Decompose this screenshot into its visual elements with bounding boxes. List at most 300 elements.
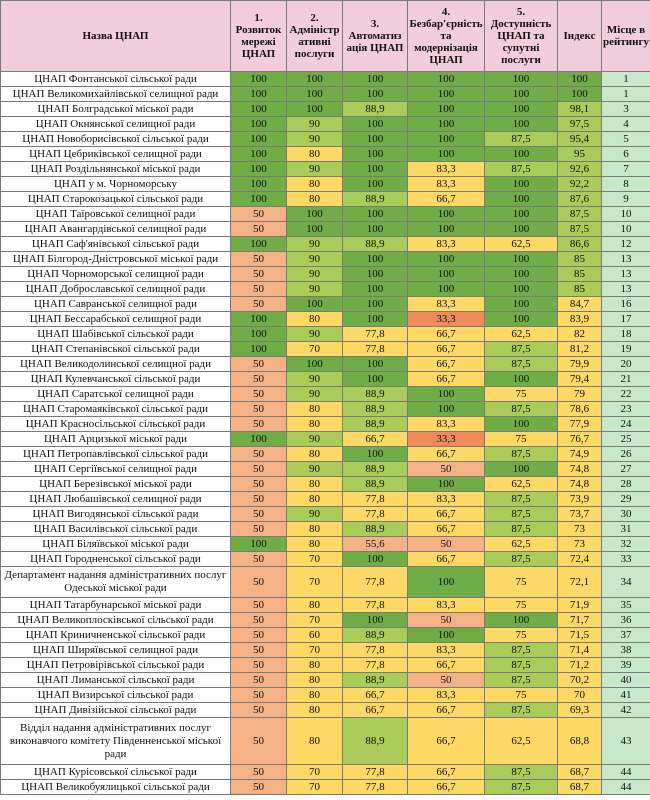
accessibility-cell: 100 bbox=[408, 117, 485, 132]
automation-cell: 66,7 bbox=[343, 688, 408, 703]
cnap-name-cell: ЦНАП Любашівської селищної ради bbox=[1, 492, 231, 507]
admin-services-cell: 100 bbox=[287, 357, 343, 372]
rank-cell: 19 bbox=[602, 342, 650, 357]
cnap-name-cell: Департамент надання адміністративних послуг Одеської міської ради bbox=[1, 567, 231, 598]
table-row bbox=[1, 237, 650, 252]
header-rank: Місце в рейтингу bbox=[602, 1, 650, 72]
index-cell: 79 bbox=[558, 387, 602, 402]
rank-cell: 4 bbox=[602, 117, 650, 132]
index-cell: 100 bbox=[558, 87, 602, 102]
rank-cell: 13 bbox=[602, 252, 650, 267]
cnap-name-cell: ЦНАП Біляївської міської ради bbox=[1, 537, 231, 552]
index-cell: 84,7 bbox=[558, 297, 602, 312]
network-development-cell: 100 bbox=[231, 177, 287, 192]
rank-cell: 31 bbox=[602, 522, 650, 537]
admin-services-cell: 70 bbox=[287, 567, 343, 598]
availability-cell: 100 bbox=[485, 102, 558, 117]
index-cell: 68,7 bbox=[558, 780, 602, 795]
header-availability-services: 5. Доступність ЦНАП та супутні послуги bbox=[485, 1, 558, 72]
index-cell: 92,6 bbox=[558, 162, 602, 177]
cnap-name-cell: ЦНАП Петровірівської сільської ради bbox=[1, 658, 231, 673]
automation-cell: 88,9 bbox=[343, 477, 408, 492]
network-development-cell: 50 bbox=[231, 462, 287, 477]
network-development-cell: 100 bbox=[231, 117, 287, 132]
admin-services-cell: 80 bbox=[287, 718, 343, 765]
table-row bbox=[1, 312, 650, 327]
accessibility-cell: 83,3 bbox=[408, 598, 485, 613]
availability-cell: 100 bbox=[485, 613, 558, 628]
index-cell: 74,9 bbox=[558, 447, 602, 462]
admin-services-cell: 80 bbox=[287, 402, 343, 417]
index-cell: 92,2 bbox=[558, 177, 602, 192]
accessibility-cell: 66,7 bbox=[408, 703, 485, 718]
network-development-cell: 50 bbox=[231, 552, 287, 567]
rank-cell: 33 bbox=[602, 552, 650, 567]
accessibility-cell: 66,7 bbox=[408, 327, 485, 342]
admin-services-cell: 80 bbox=[287, 658, 343, 673]
table-row bbox=[1, 327, 650, 342]
automation-cell: 88,9 bbox=[343, 237, 408, 252]
cnap-name-cell: ЦНАП Березівської міської ради bbox=[1, 477, 231, 492]
accessibility-cell: 50 bbox=[408, 613, 485, 628]
index-cell: 87,5 bbox=[558, 222, 602, 237]
network-development-cell: 50 bbox=[231, 658, 287, 673]
table-row bbox=[1, 522, 650, 537]
admin-services-cell: 90 bbox=[287, 237, 343, 252]
table-row bbox=[1, 567, 650, 598]
automation-cell: 77,8 bbox=[343, 598, 408, 613]
availability-cell: 100 bbox=[485, 192, 558, 207]
accessibility-cell: 100 bbox=[408, 282, 485, 297]
cnap-name-cell: ЦНАП Таїровської селищної ради bbox=[1, 207, 231, 222]
admin-services-cell: 100 bbox=[287, 297, 343, 312]
admin-services-cell: 80 bbox=[287, 177, 343, 192]
automation-cell: 100 bbox=[343, 552, 408, 567]
index-cell: 68,7 bbox=[558, 765, 602, 780]
admin-services-cell: 80 bbox=[287, 447, 343, 462]
availability-cell: 87,5 bbox=[485, 703, 558, 718]
table-row bbox=[1, 87, 650, 102]
rank-cell: 41 bbox=[602, 688, 650, 703]
admin-services-cell: 80 bbox=[287, 477, 343, 492]
admin-services-cell: 90 bbox=[287, 252, 343, 267]
network-development-cell: 100 bbox=[231, 87, 287, 102]
accessibility-cell: 66,7 bbox=[408, 552, 485, 567]
accessibility-cell: 83,3 bbox=[408, 162, 485, 177]
rank-cell: 23 bbox=[602, 402, 650, 417]
cnap-name-cell: ЦНАП Татарбунарської міської ради bbox=[1, 598, 231, 613]
table-row bbox=[1, 372, 650, 387]
rank-cell: 44 bbox=[602, 780, 650, 795]
network-development-cell: 100 bbox=[231, 327, 287, 342]
rank-cell: 38 bbox=[602, 643, 650, 658]
rank-cell: 1 bbox=[602, 72, 650, 87]
network-development-cell: 100 bbox=[231, 162, 287, 177]
cnap-name-cell: ЦНАП Болградської міської ради bbox=[1, 102, 231, 117]
admin-services-cell: 100 bbox=[287, 102, 343, 117]
automation-cell: 100 bbox=[343, 267, 408, 282]
automation-cell: 77,8 bbox=[343, 780, 408, 795]
header-automation: 3. Автоматиз ація ЦНАП bbox=[343, 1, 408, 72]
accessibility-cell: 66,7 bbox=[408, 372, 485, 387]
accessibility-cell: 83,3 bbox=[408, 297, 485, 312]
automation-cell: 100 bbox=[343, 372, 408, 387]
automation-cell: 77,8 bbox=[343, 567, 408, 598]
cnap-name-cell: ЦНАП Новоборисівської сільської ради bbox=[1, 132, 231, 147]
network-development-cell: 50 bbox=[231, 492, 287, 507]
cnap-name-cell: ЦНАП Роздільнянської міської ради bbox=[1, 162, 231, 177]
automation-cell: 66,7 bbox=[343, 432, 408, 447]
table-row bbox=[1, 177, 650, 192]
admin-services-cell: 70 bbox=[287, 780, 343, 795]
table-row bbox=[1, 342, 650, 357]
automation-cell: 100 bbox=[343, 117, 408, 132]
admin-services-cell: 90 bbox=[287, 387, 343, 402]
network-development-cell: 50 bbox=[231, 780, 287, 795]
automation-cell: 100 bbox=[343, 357, 408, 372]
availability-cell: 100 bbox=[485, 372, 558, 387]
table-row bbox=[1, 357, 650, 372]
index-cell: 83,9 bbox=[558, 312, 602, 327]
header-row bbox=[1, 1, 650, 72]
table-row bbox=[1, 222, 650, 237]
admin-services-cell: 70 bbox=[287, 613, 343, 628]
network-development-cell: 50 bbox=[231, 297, 287, 312]
table-row bbox=[1, 718, 650, 765]
availability-cell: 100 bbox=[485, 267, 558, 282]
admin-services-cell: 80 bbox=[287, 492, 343, 507]
cnap-name-cell: ЦНАП Курісовської сільської ради bbox=[1, 765, 231, 780]
cnap-name-cell: ЦНАП Саф'янівської сільської ради bbox=[1, 237, 231, 252]
admin-services-cell: 80 bbox=[287, 417, 343, 432]
accessibility-cell: 100 bbox=[408, 477, 485, 492]
cnap-name-cell: ЦНАП Дивізійської сільської ради bbox=[1, 703, 231, 718]
admin-services-cell: 70 bbox=[287, 643, 343, 658]
rank-cell: 30 bbox=[602, 507, 650, 522]
index-cell: 70 bbox=[558, 688, 602, 703]
index-cell: 71,4 bbox=[558, 643, 602, 658]
accessibility-cell: 66,7 bbox=[408, 342, 485, 357]
cnap-name-cell: ЦНАП Великомихайлівської селищної ради bbox=[1, 87, 231, 102]
availability-cell: 87,5 bbox=[485, 658, 558, 673]
automation-cell: 88,9 bbox=[343, 402, 408, 417]
network-development-cell: 100 bbox=[231, 147, 287, 162]
rank-cell: 7 bbox=[602, 162, 650, 177]
availability-cell: 87,5 bbox=[485, 132, 558, 147]
accessibility-cell: 100 bbox=[408, 252, 485, 267]
index-cell: 74,8 bbox=[558, 462, 602, 477]
automation-cell: 88,9 bbox=[343, 673, 408, 688]
rank-cell: 20 bbox=[602, 357, 650, 372]
network-development-cell: 50 bbox=[231, 598, 287, 613]
table-row bbox=[1, 462, 650, 477]
availability-cell: 75 bbox=[485, 628, 558, 643]
availability-cell: 87,5 bbox=[485, 447, 558, 462]
cnap-name-cell: ЦНАП Бессарабської селищної ради bbox=[1, 312, 231, 327]
admin-services-cell: 70 bbox=[287, 552, 343, 567]
cnap-name-cell: ЦНАП Шабівської сільської ради bbox=[1, 327, 231, 342]
accessibility-cell: 83,3 bbox=[408, 688, 485, 703]
availability-cell: 62,5 bbox=[485, 718, 558, 765]
admin-services-cell: 90 bbox=[287, 327, 343, 342]
network-development-cell: 50 bbox=[231, 387, 287, 402]
accessibility-cell: 66,7 bbox=[408, 718, 485, 765]
table-row bbox=[1, 282, 650, 297]
index-cell: 87,5 bbox=[558, 207, 602, 222]
automation-cell: 100 bbox=[343, 162, 408, 177]
table-row bbox=[1, 147, 650, 162]
rank-cell: 26 bbox=[602, 447, 650, 462]
index-cell: 85 bbox=[558, 282, 602, 297]
admin-services-cell: 80 bbox=[287, 522, 343, 537]
accessibility-cell: 66,7 bbox=[408, 192, 485, 207]
admin-services-cell: 90 bbox=[287, 132, 343, 147]
automation-cell: 66,7 bbox=[343, 703, 408, 718]
accessibility-cell: 66,7 bbox=[408, 447, 485, 462]
accessibility-cell: 66,7 bbox=[408, 780, 485, 795]
availability-cell: 100 bbox=[485, 282, 558, 297]
admin-services-cell: 80 bbox=[287, 703, 343, 718]
cnap-name-cell: ЦНАП Авангардівської селищної ради bbox=[1, 222, 231, 237]
index-cell: 79,4 bbox=[558, 372, 602, 387]
automation-cell: 77,8 bbox=[343, 342, 408, 357]
table-row bbox=[1, 432, 650, 447]
automation-cell: 88,9 bbox=[343, 522, 408, 537]
cnap-name-cell: Відділ надання адміністративних послуг виконавчого комітету Південненської міської ради bbox=[1, 718, 231, 765]
availability-cell: 87,5 bbox=[485, 342, 558, 357]
automation-cell: 100 bbox=[343, 72, 408, 87]
rank-cell: 37 bbox=[602, 628, 650, 643]
header-index: Індекс bbox=[558, 1, 602, 72]
accessibility-cell: 50 bbox=[408, 537, 485, 552]
index-cell: 78,6 bbox=[558, 402, 602, 417]
availability-cell: 100 bbox=[485, 147, 558, 162]
accessibility-cell: 100 bbox=[408, 222, 485, 237]
table-row bbox=[1, 643, 650, 658]
admin-services-cell: 100 bbox=[287, 222, 343, 237]
header-name: Назва ЦНАП bbox=[1, 1, 231, 72]
rank-cell: 18 bbox=[602, 327, 650, 342]
accessibility-cell: 100 bbox=[408, 207, 485, 222]
cnap-name-cell: ЦНАП Вигодянської сільської ради bbox=[1, 507, 231, 522]
index-cell: 72,4 bbox=[558, 552, 602, 567]
accessibility-cell: 66,7 bbox=[408, 357, 485, 372]
rank-cell: 9 bbox=[602, 192, 650, 207]
network-development-cell: 50 bbox=[231, 703, 287, 718]
table-row bbox=[1, 387, 650, 402]
admin-services-cell: 80 bbox=[287, 192, 343, 207]
table-row bbox=[1, 703, 650, 718]
network-development-cell: 100 bbox=[231, 312, 287, 327]
network-development-cell: 50 bbox=[231, 765, 287, 780]
table-row bbox=[1, 552, 650, 567]
rank-cell: 43 bbox=[602, 718, 650, 765]
automation-cell: 100 bbox=[343, 447, 408, 462]
index-cell: 74,8 bbox=[558, 477, 602, 492]
accessibility-cell: 83,3 bbox=[408, 237, 485, 252]
availability-cell: 62,5 bbox=[485, 327, 558, 342]
automation-cell: 55,6 bbox=[343, 537, 408, 552]
accessibility-cell: 100 bbox=[408, 628, 485, 643]
automation-cell: 100 bbox=[343, 282, 408, 297]
table-row bbox=[1, 252, 650, 267]
network-development-cell: 50 bbox=[231, 402, 287, 417]
accessibility-cell: 100 bbox=[408, 147, 485, 162]
admin-services-cell: 70 bbox=[287, 765, 343, 780]
admin-services-cell: 100 bbox=[287, 207, 343, 222]
network-development-cell: 50 bbox=[231, 267, 287, 282]
index-cell: 97,5 bbox=[558, 117, 602, 132]
automation-cell: 100 bbox=[343, 207, 408, 222]
index-cell: 81,2 bbox=[558, 342, 602, 357]
automation-cell: 88,9 bbox=[343, 192, 408, 207]
availability-cell: 100 bbox=[485, 297, 558, 312]
table-row bbox=[1, 117, 650, 132]
table-row bbox=[1, 765, 650, 780]
admin-services-cell: 100 bbox=[287, 72, 343, 87]
cnap-name-cell: ЦНАП Старокозацької сільської ради bbox=[1, 192, 231, 207]
rank-cell: 10 bbox=[602, 222, 650, 237]
network-development-cell: 50 bbox=[231, 282, 287, 297]
network-development-cell: 50 bbox=[231, 567, 287, 598]
table-row bbox=[1, 537, 650, 552]
automation-cell: 88,9 bbox=[343, 628, 408, 643]
automation-cell: 77,8 bbox=[343, 507, 408, 522]
automation-cell: 100 bbox=[343, 177, 408, 192]
cnap-name-cell: ЦНАП Окнянської селищної ради bbox=[1, 117, 231, 132]
availability-cell: 75 bbox=[485, 688, 558, 703]
index-cell: 71,9 bbox=[558, 598, 602, 613]
accessibility-cell: 66,7 bbox=[408, 658, 485, 673]
table-row bbox=[1, 447, 650, 462]
admin-services-cell: 90 bbox=[287, 282, 343, 297]
index-cell: 73 bbox=[558, 537, 602, 552]
table-row bbox=[1, 72, 650, 87]
cnap-name-cell: ЦНАП Красносільської сільської ради bbox=[1, 417, 231, 432]
index-cell: 73 bbox=[558, 522, 602, 537]
table-row bbox=[1, 673, 650, 688]
availability-cell: 100 bbox=[485, 87, 558, 102]
rank-cell: 32 bbox=[602, 537, 650, 552]
cnap-name-cell: ЦНАП Кулевчанської сільської ради bbox=[1, 372, 231, 387]
rank-cell: 42 bbox=[602, 703, 650, 718]
rank-cell: 34 bbox=[602, 567, 650, 598]
availability-cell: 87,5 bbox=[485, 492, 558, 507]
index-cell: 87,6 bbox=[558, 192, 602, 207]
accessibility-cell: 83,3 bbox=[408, 492, 485, 507]
index-cell: 68,8 bbox=[558, 718, 602, 765]
cnap-name-cell: ЦНАП Визирської сільської ради bbox=[1, 688, 231, 703]
availability-cell: 87,5 bbox=[485, 162, 558, 177]
network-development-cell: 50 bbox=[231, 372, 287, 387]
index-cell: 86,6 bbox=[558, 237, 602, 252]
rank-cell: 29 bbox=[602, 492, 650, 507]
index-cell: 71,2 bbox=[558, 658, 602, 673]
availability-cell: 87,5 bbox=[485, 357, 558, 372]
availability-cell: 100 bbox=[485, 222, 558, 237]
accessibility-cell: 50 bbox=[408, 462, 485, 477]
network-development-cell: 100 bbox=[231, 432, 287, 447]
cnap-name-cell: ЦНАП Ширяївської селищної ради bbox=[1, 643, 231, 658]
automation-cell: 88,9 bbox=[343, 387, 408, 402]
index-cell: 71,5 bbox=[558, 628, 602, 643]
table-row bbox=[1, 267, 650, 282]
cnap-name-cell: ЦНАП Савранської селищної ради bbox=[1, 297, 231, 312]
network-development-cell: 50 bbox=[231, 477, 287, 492]
rank-cell: 21 bbox=[602, 372, 650, 387]
table-body bbox=[1, 72, 650, 795]
cnap-name-cell: ЦНАП у м. Чорноморську bbox=[1, 177, 231, 192]
cnap-name-cell: ЦНАП Великодолинської селищної ради bbox=[1, 357, 231, 372]
table-row bbox=[1, 297, 650, 312]
availability-cell: 100 bbox=[485, 462, 558, 477]
network-development-cell: 100 bbox=[231, 192, 287, 207]
accessibility-cell: 100 bbox=[408, 567, 485, 598]
admin-services-cell: 100 bbox=[287, 87, 343, 102]
admin-services-cell: 70 bbox=[287, 342, 343, 357]
cnap-name-cell: ЦНАП Цебриківської селищної ради bbox=[1, 147, 231, 162]
automation-cell: 88,9 bbox=[343, 462, 408, 477]
admin-services-cell: 80 bbox=[287, 537, 343, 552]
header-network-development: 1. Розвиток мережі ЦНАП bbox=[231, 1, 287, 72]
accessibility-cell: 100 bbox=[408, 132, 485, 147]
automation-cell: 100 bbox=[343, 613, 408, 628]
cnap-name-cell: ЦНАП Великоплосківської сільської ради bbox=[1, 613, 231, 628]
admin-services-cell: 80 bbox=[287, 147, 343, 162]
rank-cell: 12 bbox=[602, 237, 650, 252]
rank-cell: 17 bbox=[602, 312, 650, 327]
table-row bbox=[1, 613, 650, 628]
admin-services-cell: 90 bbox=[287, 117, 343, 132]
index-cell: 95 bbox=[558, 147, 602, 162]
availability-cell: 100 bbox=[485, 177, 558, 192]
rank-cell: 13 bbox=[602, 282, 650, 297]
automation-cell: 100 bbox=[343, 132, 408, 147]
availability-cell: 87,5 bbox=[485, 402, 558, 417]
accessibility-cell: 83,3 bbox=[408, 643, 485, 658]
network-development-cell: 50 bbox=[231, 507, 287, 522]
rank-cell: 3 bbox=[602, 102, 650, 117]
table-row bbox=[1, 477, 650, 492]
network-development-cell: 100 bbox=[231, 132, 287, 147]
admin-services-cell: 90 bbox=[287, 372, 343, 387]
network-development-cell: 100 bbox=[231, 72, 287, 87]
network-development-cell: 50 bbox=[231, 688, 287, 703]
cnap-name-cell: ЦНАП Криничненської сільської ради bbox=[1, 628, 231, 643]
admin-services-cell: 80 bbox=[287, 673, 343, 688]
cnap-name-cell: ЦНАП Арцизької міської ради bbox=[1, 432, 231, 447]
automation-cell: 77,8 bbox=[343, 327, 408, 342]
rank-cell: 5 bbox=[602, 132, 650, 147]
rank-cell: 25 bbox=[602, 432, 650, 447]
header-admin-services: 2. Адміністр ативні послуги bbox=[287, 1, 343, 72]
accessibility-cell: 33,3 bbox=[408, 432, 485, 447]
automation-cell: 100 bbox=[343, 252, 408, 267]
table-row bbox=[1, 192, 650, 207]
availability-cell: 87,5 bbox=[485, 765, 558, 780]
cnap-name-cell: ЦНАП Сергіївської селищної ради bbox=[1, 462, 231, 477]
automation-cell: 88,9 bbox=[343, 417, 408, 432]
rank-cell: 6 bbox=[602, 147, 650, 162]
automation-cell: 100 bbox=[343, 297, 408, 312]
cnap-name-cell: ЦНАП Петропавлівської сільської ради bbox=[1, 447, 231, 462]
availability-cell: 75 bbox=[485, 598, 558, 613]
rank-cell: 39 bbox=[602, 658, 650, 673]
availability-cell: 87,5 bbox=[485, 552, 558, 567]
availability-cell: 62,5 bbox=[485, 237, 558, 252]
table-row bbox=[1, 402, 650, 417]
table-row bbox=[1, 102, 650, 117]
